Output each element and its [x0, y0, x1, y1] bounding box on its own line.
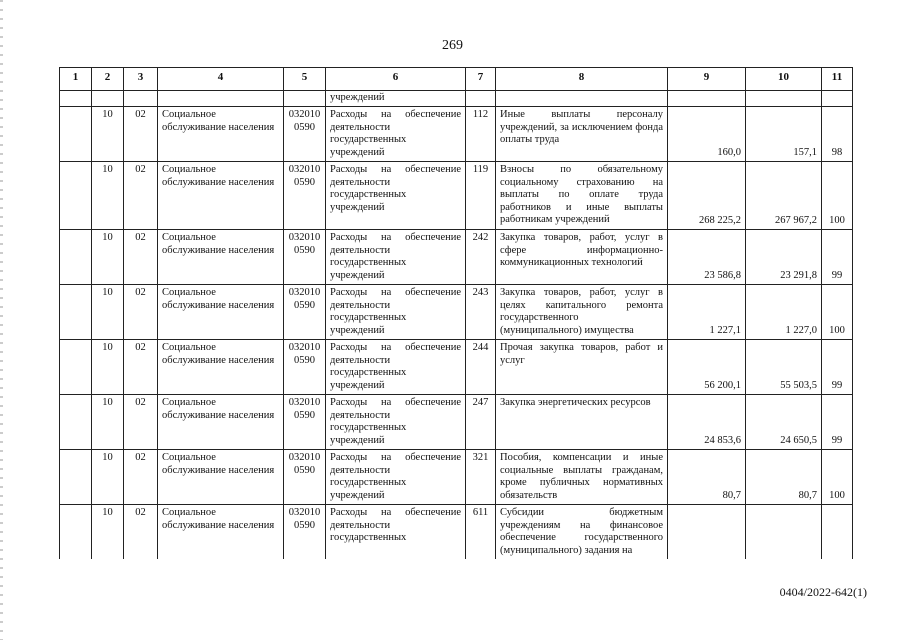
- cell-expense-type-name: Иные выплаты персоналу учреждений, за исключением фонда оплаты труда: [496, 107, 668, 162]
- cell-percent: 100: [822, 450, 853, 505]
- cell-target-code: 032010 0590: [284, 285, 326, 340]
- table-row: [60, 162, 853, 230]
- continuation-row: [60, 91, 853, 107]
- cell-planned: 24 853,6: [668, 395, 746, 450]
- cell-section: 10: [92, 162, 124, 230]
- cell-section-name: Социальное обслуживание населения: [158, 450, 284, 505]
- cell-target-code: 032010 0590: [284, 107, 326, 162]
- header-col-7: 7: [466, 68, 496, 91]
- budget-table: [59, 67, 853, 559]
- header-col-8: 8: [496, 68, 668, 91]
- cell-target-code: 032010 0590: [284, 505, 326, 560]
- cell-expense-name: Расходы на обеспечение деятельности государственных учреждений: [326, 285, 466, 340]
- cell-expense-name: Расходы на обеспечение деятельности государственных: [326, 505, 466, 560]
- cell-section: 10: [92, 340, 124, 395]
- cell-percent: 99: [822, 230, 853, 285]
- table-row: [60, 505, 853, 560]
- cell-subsection: 02: [124, 107, 158, 162]
- cell-expense-type: 321: [466, 450, 496, 505]
- cell-executed: 1 227,0: [746, 285, 822, 340]
- cell-executed: 55 503,5: [746, 340, 822, 395]
- page-number: 269: [442, 38, 463, 53]
- cell-percent: 99: [822, 340, 853, 395]
- cell-expense-name: Расходы на обеспечение деятельности государственных учреждений: [326, 395, 466, 450]
- cell-subsection: 02: [124, 230, 158, 285]
- cell-expense-type-name: Взносы по обязательному социальному страхованию на выплаты по оплате труда работников и иные выплаты работникам учреждений: [496, 162, 668, 230]
- header-col-3: 3: [124, 68, 158, 91]
- cell-expense-type-name: Субсидии бюджетным учреждениям на финансовое обеспечение государственного (муниципального) задания на: [496, 505, 668, 560]
- header-col-9: 9: [668, 68, 746, 91]
- header-col-11: 11: [822, 68, 853, 91]
- cell-section-name: Социальное обслуживание населения: [158, 230, 284, 285]
- cell-executed: 24 650,5: [746, 395, 822, 450]
- table-row: [60, 107, 853, 162]
- header-col-10: 10: [746, 68, 822, 91]
- cell-percent: 100: [822, 162, 853, 230]
- header-col-5: 5: [284, 68, 326, 91]
- scan-margin-marks: [0, 0, 3, 640]
- cell-subsection: 02: [124, 340, 158, 395]
- cell-executed: 23 291,8: [746, 230, 822, 285]
- cell-executed: [746, 505, 822, 560]
- cell-planned: 56 200,1: [668, 340, 746, 395]
- cell-planned: 1 227,1: [668, 285, 746, 340]
- table-row: [60, 230, 853, 285]
- cell-percent: 100: [822, 285, 853, 340]
- cell-planned: 160,0: [668, 107, 746, 162]
- header-col-6: 6: [326, 68, 466, 91]
- cell-target-code: 032010 0590: [284, 230, 326, 285]
- cell-section-name: Социальное обслуживание населения: [158, 285, 284, 340]
- cell-expense-type: 611: [466, 505, 496, 560]
- cell-expense-name: учреждений: [326, 91, 466, 107]
- cell-subsection: 02: [124, 395, 158, 450]
- header-col-1: 1: [60, 68, 92, 91]
- cell-expense-name: Расходы на обеспечение деятельности государственных учреждений: [326, 340, 466, 395]
- cell-section-name: Социальное обслуживание населения: [158, 340, 284, 395]
- cell-planned: 80,7: [668, 450, 746, 505]
- cell-section: 10: [92, 107, 124, 162]
- document-code: 0404/2022-642(1): [779, 585, 867, 599]
- cell-expense-name: Расходы на обеспечение деятельности государственных учреждений: [326, 107, 466, 162]
- cell-subsection: 02: [124, 285, 158, 340]
- cell-section: 10: [92, 395, 124, 450]
- cell-section-name: Социальное обслуживание населения: [158, 505, 284, 560]
- cell-expense-type: 112: [466, 107, 496, 162]
- cell-expense-type-name: Пособия, компенсации и иные социальные выплаты гражданам, кроме публичных нормативных обязательств: [496, 450, 668, 505]
- cell-target-code: 032010 0590: [284, 450, 326, 505]
- cell-expense-type: 119: [466, 162, 496, 230]
- cell-target-code: 032010 0590: [284, 340, 326, 395]
- table-row: [60, 340, 853, 395]
- cell-expense-type-name: Закупка товаров, работ, услуг в сфере информационно-коммуникационных технологий: [496, 230, 668, 285]
- cell-expense-type: 243: [466, 285, 496, 340]
- header-row: [60, 68, 853, 91]
- cell-expense-name: Расходы на обеспечение деятельности государственных учреждений: [326, 450, 466, 505]
- cell-target-code: 032010 0590: [284, 162, 326, 230]
- cell-executed: 80,7: [746, 450, 822, 505]
- cell-percent: [822, 505, 853, 560]
- cell-expense-type-name: Прочая закупка товаров, работ и услуг: [496, 340, 668, 395]
- cell-subsection: 02: [124, 162, 158, 230]
- table-row: [60, 395, 853, 450]
- cell-expense-type: 244: [466, 340, 496, 395]
- cell-planned: 268 225,2: [668, 162, 746, 230]
- cell-target-code: 032010 0590: [284, 395, 326, 450]
- cell-planned: [668, 505, 746, 560]
- table-row: [60, 285, 853, 340]
- cell-section: 10: [92, 450, 124, 505]
- cell-subsection: 02: [124, 505, 158, 560]
- cell-section: 10: [92, 230, 124, 285]
- cell-expense-type: 247: [466, 395, 496, 450]
- cell-planned: 23 586,8: [668, 230, 746, 285]
- cell-section-name: Социальное обслуживание населения: [158, 395, 284, 450]
- cell-expense-name: Расходы на обеспечение деятельности государственных учреждений: [326, 230, 466, 285]
- header-col-4: 4: [158, 68, 284, 91]
- cell-section-name: Социальное обслуживание населения: [158, 162, 284, 230]
- cell-expense-type-name: Закупка энергетических ресурсов: [496, 395, 668, 450]
- cell-section: 10: [92, 285, 124, 340]
- table-row: [60, 450, 853, 505]
- cell-subsection: 02: [124, 450, 158, 505]
- cell-expense-name: Расходы на обеспечение деятельности государственных учреждений: [326, 162, 466, 230]
- cell-expense-type-name: Закупка товаров, работ, услуг в целях капитального ремонта государственного (муниципального) имущества: [496, 285, 668, 340]
- cell-executed: 267 967,2: [746, 162, 822, 230]
- table-header: [60, 68, 853, 91]
- header-col-2: 2: [92, 68, 124, 91]
- cell-percent: 99: [822, 395, 853, 450]
- cell-percent: 98: [822, 107, 853, 162]
- cell-section: 10: [92, 505, 124, 560]
- cell-expense-type: 242: [466, 230, 496, 285]
- cell-section-name: Социальное обслуживание населения: [158, 107, 284, 162]
- cell-executed: 157,1: [746, 107, 822, 162]
